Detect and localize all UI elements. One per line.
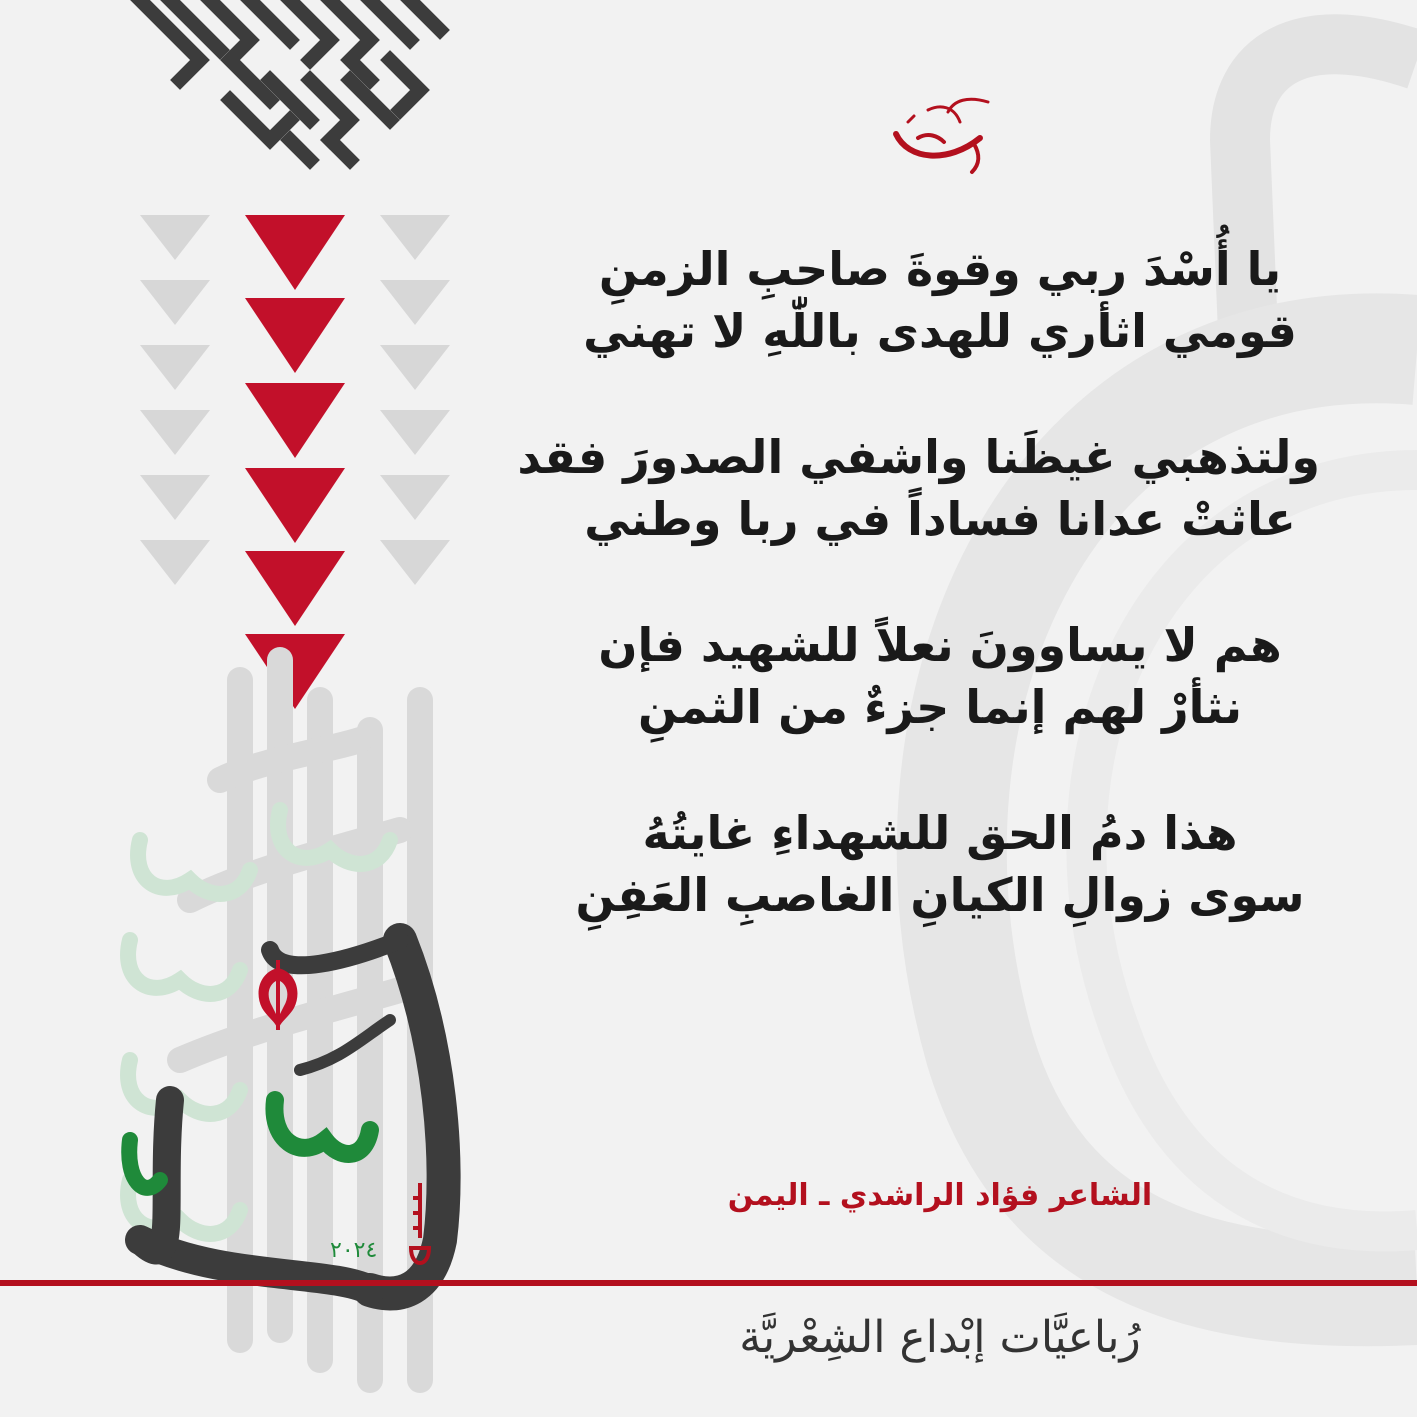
- stanza: [517, 426, 1320, 550]
- down-triangle-icon: [140, 215, 210, 260]
- verse-line: هذا دمُ الحق للشهداءِ غايتُهُ: [642, 806, 1238, 860]
- verse-line: عاثتْ عدانا فساداً في ربا وطني: [584, 492, 1296, 546]
- hijri-year-mark: [405, 1178, 435, 1278]
- verse-line: سوى زوالِ الكيانِ الغاصبِ العَفِنِ: [575, 868, 1305, 922]
- verse-line: هم لا يساوونَ نعلاً للشهيد فإن: [598, 618, 1282, 672]
- footer-divider: [0, 1280, 1417, 1286]
- stanza: [560, 802, 1320, 926]
- poem: [517, 238, 1320, 926]
- stanza: [560, 614, 1320, 738]
- kufic-calligraphy-icon: [120, 0, 460, 180]
- calligraphy-composition: [100, 640, 480, 1417]
- author-credit: الشاعر فؤاد الراشدي ـ اليمن: [727, 1178, 1153, 1213]
- calligraphy-emblem-icon: [888, 92, 998, 177]
- verse-line: ولتذهبي غيظَنا واشفي الصدورَ فقد: [517, 430, 1320, 484]
- triangle-pattern: [125, 210, 465, 710]
- verse-line: نثأرْ لهم إنما جزءٌ من الثمنِ: [638, 680, 1242, 734]
- verse-line: يا أُسْدَ ربي وقوةَ صاحبِ الزمنِ: [598, 242, 1282, 296]
- footer-title: رُباعيَّات إبْداع الشِعْريَّة: [739, 1312, 1141, 1363]
- verse-line: قومي اثأري للهدى باللّٰهِ لا تهني: [583, 304, 1297, 358]
- stanza: [560, 238, 1320, 362]
- year-label: ٢٠٢٤: [330, 1238, 378, 1263]
